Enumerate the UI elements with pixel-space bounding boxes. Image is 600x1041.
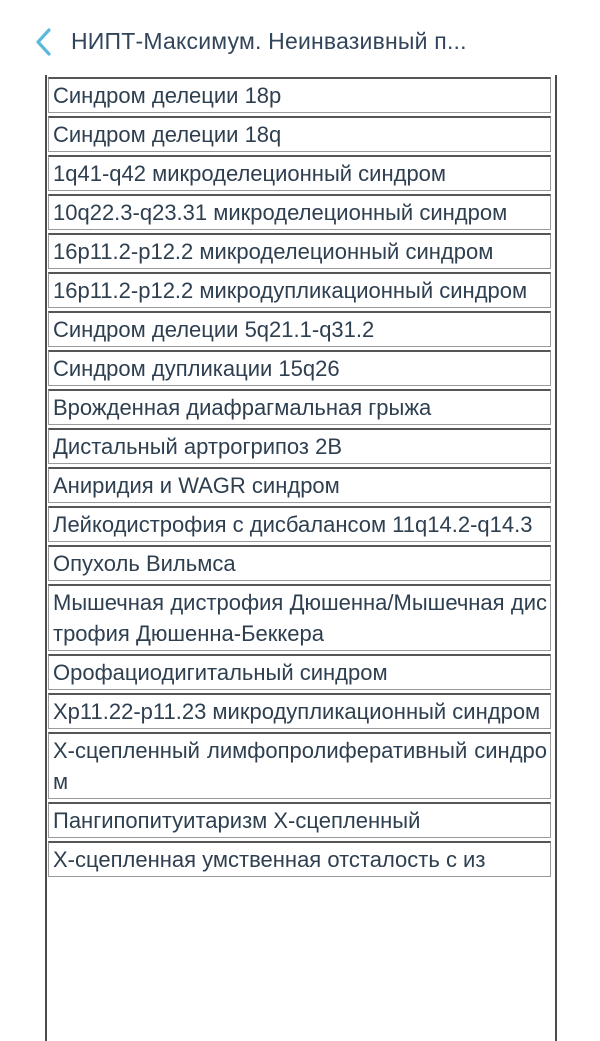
list-item: Аниридия и WAGR синдром — [48, 467, 551, 503]
list-item: Синдром дупликации 15q26 — [48, 350, 551, 386]
list-item: Х-сцепленный лимфопролиферативный синдром — [48, 732, 551, 799]
list-item: Врожденная диафрагмальная грыжа — [48, 389, 551, 425]
list-item: Опухоль Вильмса — [48, 545, 551, 581]
list-item: Х-сцепленная умственная отсталость с из — [48, 841, 551, 877]
list-item: Синдром делеции 18p — [48, 77, 551, 113]
list-item: Пангипопитуитаризм Х-сцепленный — [48, 802, 551, 838]
list-item: Дистальный артрогрипоз 2B — [48, 428, 551, 464]
list-item: Мышечная дистрофия Дюшенна/Мышечная дистрофия Дюшенна-Беккера — [48, 584, 551, 651]
page-title: НИПТ-Максимум. Неинвазивный п... — [71, 28, 467, 54]
list-item: 1q41-q42 микроделеционный синдром — [48, 155, 551, 191]
list-item: Лейкодистрофия с дисбалансом 11q14.2-q14.3 — [48, 506, 551, 542]
list-item: Синдром делеции 5q21.1-q31.2 — [48, 311, 551, 347]
back-button[interactable] — [33, 27, 55, 57]
list-item: Синдром делеции 18q — [48, 116, 551, 152]
list-item: Орофациодигитальный синдром — [48, 654, 551, 690]
list-item: 16p11.2-p12.2 микроделеционный синдром — [48, 233, 551, 269]
list-item: 10q22.3-q23.31 микроделеционный синдром — [48, 194, 551, 230]
header — [0, 0, 600, 75]
chevron-left-icon — [33, 27, 55, 57]
list-item: 16p11.2-p12.2 микродупликационный синдром — [48, 272, 551, 308]
list-item: Xp11.22-p11.23 микродупликационный синдром — [48, 693, 551, 729]
syndrome-list — [45, 75, 557, 1041]
